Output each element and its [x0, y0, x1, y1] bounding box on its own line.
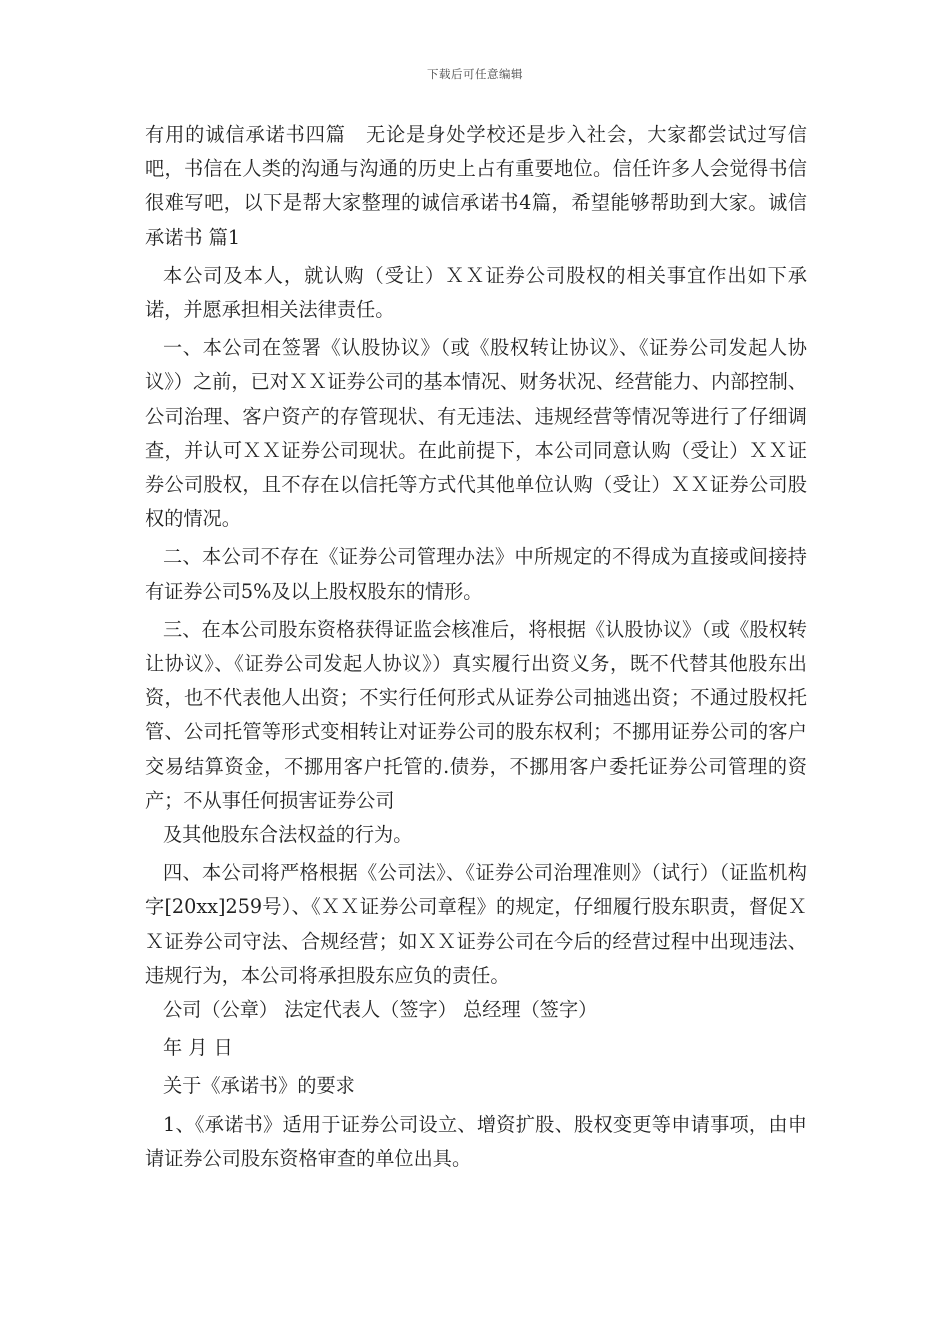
- requirement-one: 1、《承诺书》适用于证券公司设立、增资扩股、股权变更等申请事项，由申请证券公司股东资格审查的单位出具。: [145, 1112, 807, 1170]
- clause-two: 二、本公司不存在《证券公司管理办法》中所规定的不得成为直接或间接持有证券公司5%及以上股权股东的情形。: [145, 545, 807, 603]
- clause-three-continued: 及其他股东合法权益的行为。: [163, 823, 413, 847]
- date-line: 年 月 日: [163, 1036, 233, 1060]
- page-header: 下载后可任意编辑: [427, 67, 523, 81]
- clause-four: 四、本公司将严格根据《公司法》、《证券公司治理准则》（试行）（证监机构字[20xx]259号）、《ＸＸ证券公司章程》的规定，仔细履行股东职责，督促ＸＸ证券公司守法、合规经营；如ＸＸ证券公司在今后的经营过程中出现违法、违规行为，本公司将承担股东应负的责任。: [145, 861, 807, 987]
- clause-three: 三、在本公司股东资格获得证监会核准后，将根据《认股协议》（或《股权转让协议》、《证券公司发起人协议》）真实履行出资义务，既不代替其他股东出资，也不代表他人出资；不实行任何形式从证券公司抽逃出资；不通过股权托管、公司托管等形式变相转让对证券公司的股东权利；不挪用证券公司的客户交易结算资金，不挪用客户托管的.债券，不挪用客户委托证券公司管理的资产；不从事任何损害证券公司: [145, 617, 807, 812]
- signature-line: 公司（公章） 法定代表人（签字） 总经理（签字）: [163, 998, 598, 1022]
- document-body: [145, 118, 807, 1176]
- clause-one: 一、本公司在签署《认股协议》（或《股权转让协议》、《证券公司发起人协议》）之前，已对ＸＸ证券公司的基本情况、财务状况、经营能力、内部控制、公司治理、客户资产的存管现状、有无违法、违规经营等情况等进行了仔细调查，并认可ＸＸ证券公司现状。在此前提下，本公司同意认购（受让）ＸＸ证券公司股权，且不存在以信托等方式代其他单位认购（受让）ＸＸ证券公司股权的情况。: [145, 336, 807, 531]
- commitment-preamble: 本公司及本人，就认购（受让）ＸＸ证券公司股权的相关事宜作出如下承诺，并愿承担相关法律责任。: [145, 263, 807, 322]
- intro-paragraph: 有用的诚信承诺书四篇 无论是身处学校还是步入社会，大家都尝试过写信吧，书信在人类的沟通与沟通的历史上占有重要地位。信任许多人会觉得书信很难写吧，以下是帮大家整理的诚信承诺书4篇，希望能够帮助到大家。诚信承诺书 篇1: [145, 123, 807, 249]
- requirements-heading: 关于《承诺书》的要求: [163, 1074, 355, 1098]
